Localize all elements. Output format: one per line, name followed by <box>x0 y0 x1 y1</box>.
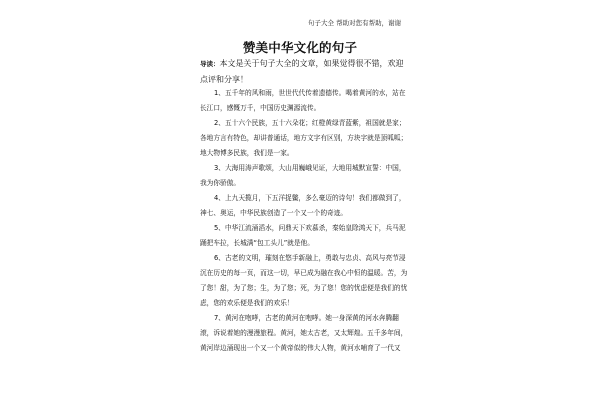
intro-block <box>200 56 408 87</box>
paragraph: 7、黄河在咆哮，古老的黄河在咆哮。她一身深黄的河水奔腾翻滚，诉说着她的漫漫旅程。黄河，她太古老，又太辉煌。五千多年间，黄河岸边涌现出一个又一个黄帝似的伟大人物，黄河水哺育了一代又 <box>200 314 408 352</box>
intro-text: 本文是关于句子大全的文章，如果觉得很不错，欢迎点评和分享！ <box>200 59 404 84</box>
paragraph: 2、五十六个民族，五十六朵花；红橙黄绿青蓝紫，祖国就是家；各地方言有特色，却讲普通话，地方文字有区别，方块字就是顶呱呱；地大物博多民族，我们是一家。 <box>200 119 408 157</box>
paragraph: 4、上九天揽月，下五洋捉鳖，多么豪迈的诗句！我们都做到了，神七、奥运，中华民族创造了一个又一个的奇迹。 <box>200 194 406 217</box>
paragraph: 1、五千年的风和雨，世世代代传着遗德传。喝着黄河的水，站在长江口，感慨万千，中国历史渊源流传。 <box>200 89 406 112</box>
intro-label: 导读： <box>200 60 220 68</box>
page-header-note: 句子大全 帮助对您有帮助，谢谢 <box>308 19 402 27</box>
paragraph: 3、大海用涛声歌颂，大山用巍峨见证，大地用城默宣誓：中国，我为你骄傲。 <box>200 164 406 187</box>
paragraph: 5、中华江流涌滔水，问鼎天下欢慕杀，秦始皇除鸿天下，兵马泥踊把车拉，长城满“包工头儿”就是他。 <box>200 224 406 247</box>
paragraph: 6、古老的文明，璀刻在悠手新融上，勇敢与忠贞、高风与亮节浸沉在历史的每一页，而这一切，早已成为融在我心中恒的温暖。苦，为了您！甜，为了您；生，为了您；死，为了您！您的忧虑便是我们的忧虑，您的欢乐便是我们的欢乐！ <box>200 254 408 307</box>
document-body <box>200 86 408 356</box>
document-title: 赞美中华文化的句子 <box>242 40 358 55</box>
